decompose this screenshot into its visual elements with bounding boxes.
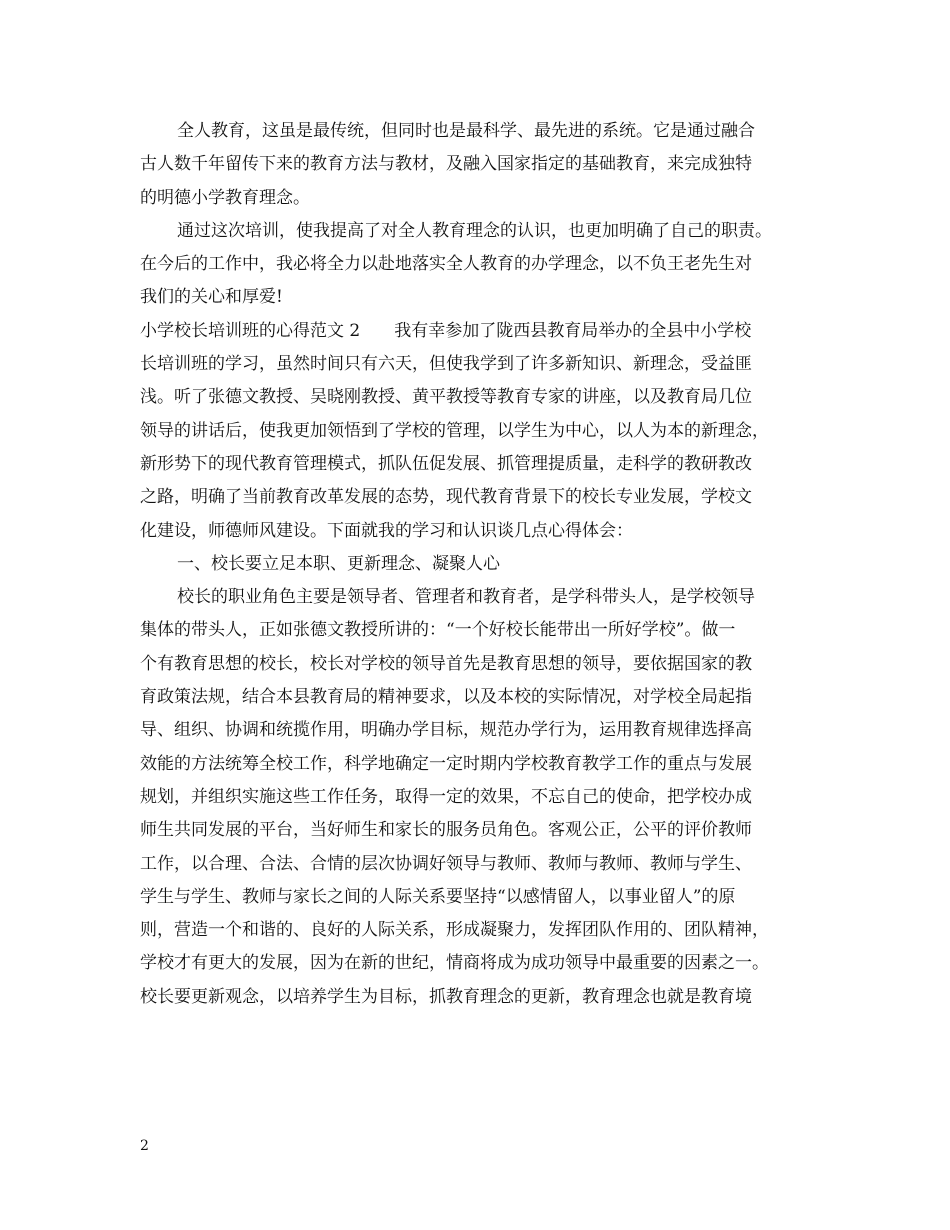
text-line: 领导的讲话后，使我更加领悟到了学校的管理，以学生为中心，以人为本的新理念， (140, 420, 769, 441)
text-line: 古人数千年留传下来的教育方法与教材，及融入国家指定的基础教育，来完成独特 (140, 154, 752, 175)
text-line: 长培训班的学习，虽然时间只有六天，但使我学到了许多新知识、新理念，受益匪 (140, 354, 752, 375)
text-line: 在今后的工作中，我必将全力以赴地落实全人教育的办学理念，以不负王老先生对 (140, 254, 752, 275)
text-line: 通过这次培训，使我提高了对全人教育理念的认识，也更加明确了自己的职责。 (177, 220, 772, 241)
text-line: 则，营造一个和谐的、良好的人际关系，形成凝聚力，发挥团队作用的、团队精神， (140, 920, 769, 941)
text-line: 校长的职业角色主要是领导者、管理者和教育者，是学科带头人，是学校领导 (177, 587, 755, 608)
text-line: 全人教育，这虽是最传统，但同时也是最科学、最先进的系统。它是通过融合 (177, 121, 755, 141)
text-line: 学校才有更大的发展，因为在新的世纪，情商将成为成功领导中最重要的因素之一。 (140, 953, 769, 974)
subheading-line: 一、校长要立足本职、更新理念、凝聚人心 (177, 553, 500, 574)
text-line: 个有教育思想的校长，校长对学校的领导首先是教育思想的领导，要依据国家的教 (140, 653, 752, 674)
text-line: 工作，以合理、合法、合情的层次协调好领导与教师、教师与教师、教师与学生、 (140, 853, 752, 874)
text-line: 我们的关心和厚爱! (140, 287, 283, 308)
text-line: 导、组织、协调和统揽作用，明确办学目标，规范办学行为，运用教育规律选择高 (140, 720, 752, 741)
text-line: 集体的带头人，正如张德文教授所讲的：“一个好校长能带出一所好学校”。做一 (140, 620, 736, 641)
text-line: 化建设，师德师风建设。下面就我的学习和认识谈几点心得体会： (140, 520, 633, 541)
section-heading-line: 小学校长培训班的心得范文 2 我有幸参加了陇西县教育局举办的全县中小学校 (140, 320, 752, 341)
text-line: 浅。听了张德文教授、吴晓刚教授、黄平教授等教育专家的讲座，以及教育局几位 (140, 387, 752, 408)
text-line: 效能的方法统筹全校工作，科学地确定一定时期内学校教育教学工作的重点与发展 (140, 753, 752, 774)
text-line: 师生共同发展的平台，当好师生和家长的服务员角色。客观公正，公平的评价教师 (140, 820, 752, 841)
text-line: 育政策法规，结合本县教育局的精神要求，以及本校的实际情况，对学校全局起指 (140, 687, 752, 708)
text-line: 规划，并组织实施这些工作任务，取得一定的效果，不忘自己的使命，把学校办成 (140, 786, 752, 807)
text-line: 新形势下的现代教育管理模式，抓队伍促发展、抓管理提质量，走科学的教研教改 (140, 453, 752, 474)
body-text (140, 115, 840, 1014)
text-line: 的明德小学教育理念。 (140, 187, 310, 208)
text-line: 校长要更新观念，以培养学生为目标，抓教育理念的更新，教育理念也就是教育境 (140, 986, 752, 1007)
page-number: 2 (140, 1138, 149, 1154)
text-line: 之路，明确了当前教育改革发展的态势，现代教育背景下的校长专业发展，学校文 (140, 487, 752, 508)
text-line: 学生与学生、教师与家长之间的人际关系要坚持“以感情留人，以事业留人”的原 (140, 886, 736, 907)
